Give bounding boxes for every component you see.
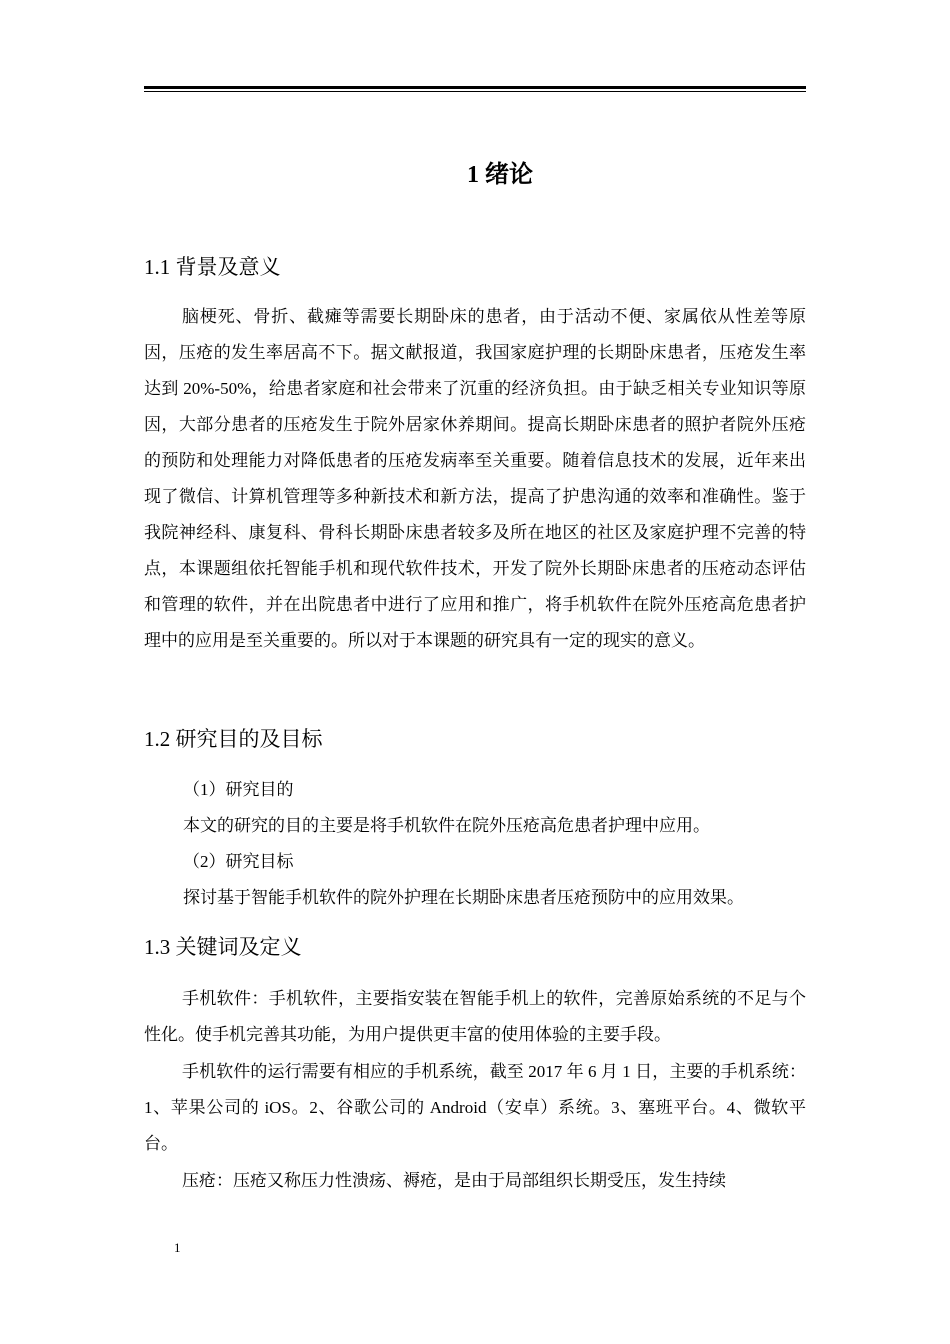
chapter-title: 1 绪论	[467, 162, 533, 188]
research-goal-text: 探讨基于智能手机软件的院外护理在长期卧床患者压疮预防中的应用效果。	[183, 888, 744, 907]
section-heading-1-3: 1.3 关键词及定义	[144, 935, 302, 959]
research-purpose-text: 本文的研究的目的主要是将手机软件在院外压疮高危患者护理中应用。	[183, 816, 710, 835]
page-number: 1	[174, 1240, 181, 1255]
header-rule-thin	[144, 91, 806, 92]
header-rule-thick	[144, 86, 806, 89]
definition-pressure-ulcer: 压疮：压疮又称压力性溃疡、褥疮，是由于局部组织长期受压，发生持续	[182, 1171, 726, 1190]
section-heading-1-2: 1.2 研究目的及目标	[144, 727, 323, 751]
section-heading-1-1: 1.1 背景及意义	[144, 255, 281, 279]
research-goal-label: （2）研究目标	[183, 852, 294, 871]
background-paragraph: 脑梗死、骨折、截瘫等需要长期卧床的患者，由于活动不便、家属依从性差等原因，压疮的发生率居高不下。据文献报道，我国家庭护理的长期卧床患者，压疮发生率达到 20%-50%，给患者家庭和社会带来了沉重的经济负担。由于缺乏相关专业知识等原因，大部分患者的压疮发生于院外居家休养期间。提高长期卧床患者的照护者院外压疮的预防和处理能力对降低患者的压疮发病率至关重要。随着信息技术的发展，近年来出现了微信、计算机管理等多种新技术和新方法，提高了护患沟通的效率和准确性。鉴于我院神经科、康复科、骨科长期卧床患者较多及所在地区的社区及家庭护理不完善的特点，本课题组依托智能手机和现代软件技术，开发了院外长期卧床患者的压疮动态评估和管理的软件，并在出院患者中进行了应用和推广，将手机软件在院外压疮高危患者护理中的应用是至关重要的。所以对于本课题的研究具有一定的现实的意义。	[144, 307, 806, 650]
definition-mobile-software: 手机软件：手机软件，主要指安装在智能手机上的软件，完善原始系统的不足与个性化。使手机完善其功能，为用户提供更丰富的使用体验的主要手段。	[144, 989, 806, 1044]
research-purpose-label: （1）研究目的	[183, 780, 294, 799]
mobile-systems-paragraph: 手机软件的运行需要有相应的手机系统，截至 2017 年 6 月 1 日，主要的手机系统：1、苹果公司的 iOS。2、谷歌公司的 Android（安卓）系统。3、塞班平台。4、微软平台。	[144, 1062, 806, 1153]
